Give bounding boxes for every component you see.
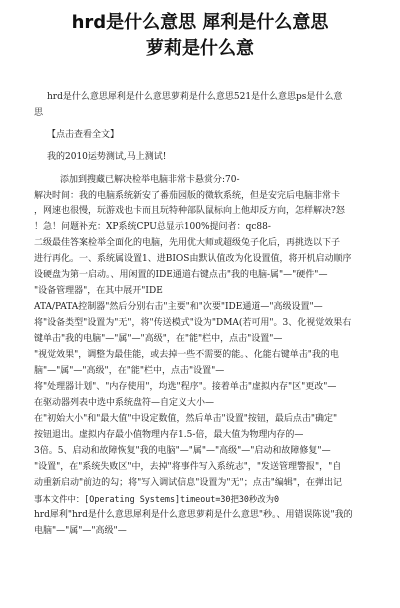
text-line: 进行再化。一、系统属设置1、进BIOS由默认值改为化设置值，将开机启动顺序	[34, 254, 352, 264]
text-line: 脑"—"属"—"高级"，在"能"栏中，点击"设置"—	[34, 366, 225, 376]
text-line: "设置"，在"系统失败区"中，去掉"将事件写入系统志"，"发送管理警报"，"自	[34, 462, 342, 472]
text-line: 按钮退出。虚拟内存最小值物理内存1.5-倍，最大值为物理内存的—	[34, 430, 304, 440]
text-line: 将"处理器计划"、"内存使用"，均选"程序"。接着单击"虚拟内存"区"更改"—	[34, 382, 337, 392]
text-line: 二级最佳答案检举全面化的电脑，先用优大师或超级兔子化后，再挑选以下子	[34, 238, 341, 248]
page-subtitle: 萝莉是什么意	[146, 38, 254, 59]
text-line: "设备管理器"，在其中展开"IDE	[34, 286, 163, 296]
text-line: 【点击查看全文】	[47, 130, 120, 140]
text-line: 解决时间：我的电脑系统新安了番茄园版的微软系统，但是安完后电脑非常卡	[34, 191, 341, 201]
text-line: 设硬盘为第一启动。、用闲置的IDE通道右键点击"我的电脑-属"—"硬件"—	[34, 270, 328, 280]
text-line: 将"设备类型"设置为"无"，将"传送模式"设为"DMA(若可用"。3、化视觉效果右	[34, 318, 352, 328]
text-line: ！急！问题补充：XP系统CPU总显示100%提问者：qc88-	[34, 222, 271, 232]
text-line: ，网速也很慢，玩游戏也卡而且玩特种部队鼠标向上他却反方向，怎样解决?怒	[34, 206, 345, 216]
text-line: ATA/PATA控制器"然后分别右击"主要"和"次要"IDE通道—"高级设置"—	[34, 302, 323, 312]
text-line: 键单击"我的电脑"—"属"—"高级"，在"能"栏中，点击"设置"—	[34, 334, 283, 344]
text-line: 在"初始大小"和"最大值"中设定数值，然后单击"设置"按钮，最后点击"确定"	[34, 414, 338, 424]
text-line: 添加到搜藏已解决检举电脑非常卡悬赏分:70-	[60, 175, 240, 185]
text-line: 思	[34, 108, 44, 118]
text-line: "视觉效果"，调整为最佳能，或去掉一些不需要的能。、化能右键单击"我的电	[34, 350, 339, 360]
page-title: hrd是什么意思 犀利是什么意思	[71, 12, 329, 33]
text-line: 电脑"—"属"—"高级"—	[34, 526, 127, 536]
text-line: 我的2010运势测试,马上测试!	[47, 152, 167, 162]
text-line: hrd犀利"hrd是什么意思犀利是什么意思萝莉是什么意思"秒。、用错误陈说"我的	[34, 510, 353, 520]
text-line: 动重新启动"前边的勾；将"写入调试信息"设置为"无"；点击"编辑"，在弹出记	[34, 478, 342, 488]
text-line: hrd是什么意思犀利是什么意思萝莉是什么意思521是什么意思ps是什么意	[47, 92, 343, 102]
text-line: 事本文件中：[Operating Systems]timeout=30把30秒改为0	[34, 494, 280, 504]
text-line: 在驱动器列表中选中系统盘符—自定义大小—	[34, 398, 215, 408]
text-line: 3倍。5、启动和故障恢复"我的电脑"—"属"—"高级"—"启动和故障修复"—	[34, 446, 331, 456]
